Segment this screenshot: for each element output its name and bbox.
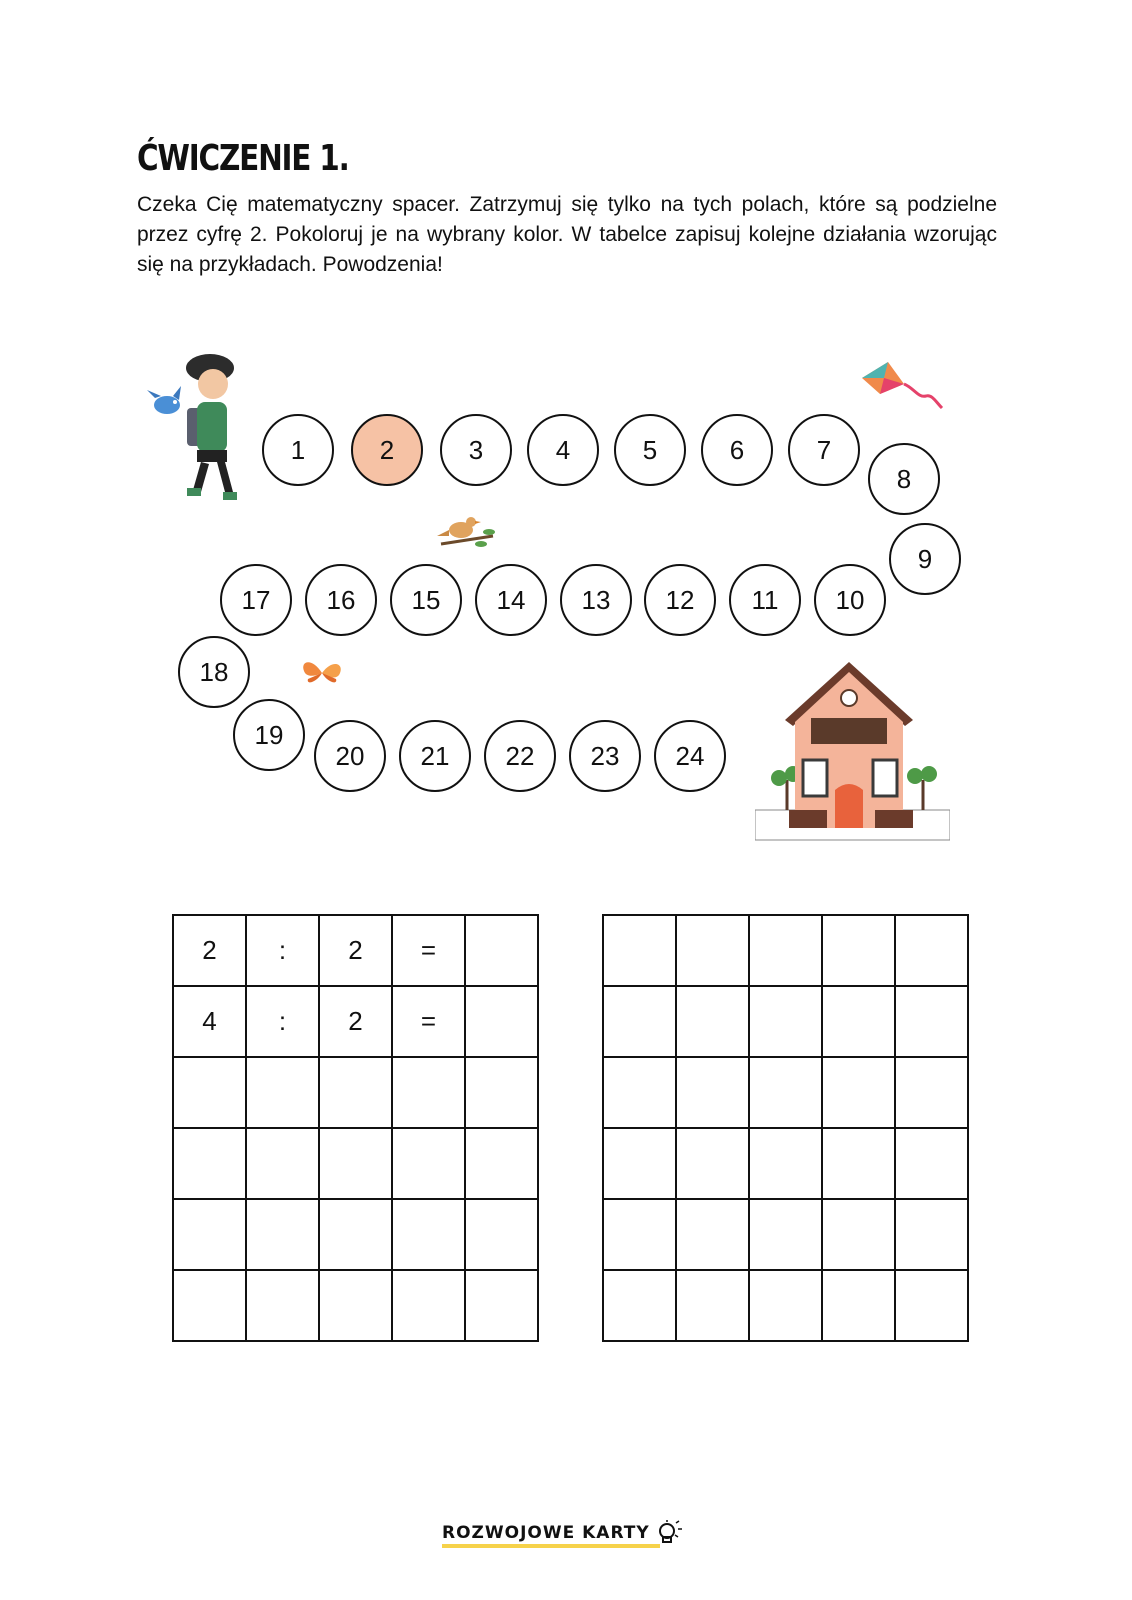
table-cell[interactable] bbox=[749, 1270, 822, 1341]
path-circle-13[interactable]: 13 bbox=[560, 564, 632, 636]
table-cell[interactable] bbox=[822, 1270, 895, 1341]
table-cell[interactable] bbox=[319, 1270, 392, 1341]
path-circle-4[interactable]: 4 bbox=[527, 414, 599, 486]
path-circle-22[interactable]: 22 bbox=[484, 720, 556, 792]
table-cell[interactable] bbox=[676, 986, 749, 1057]
path-circle-12[interactable]: 12 bbox=[644, 564, 716, 636]
butterfly-icon bbox=[298, 655, 346, 691]
table-cell[interactable] bbox=[392, 1128, 465, 1199]
table-cell[interactable] bbox=[465, 1270, 538, 1341]
path-circle-24[interactable]: 24 bbox=[654, 720, 726, 792]
brand-name: ROZWOJOWE KARTY bbox=[442, 1523, 650, 1543]
table-row bbox=[173, 1199, 538, 1270]
table-cell[interactable] bbox=[749, 986, 822, 1057]
table-cell[interactable] bbox=[603, 1057, 676, 1128]
table-row bbox=[603, 1199, 968, 1270]
path-circle-19[interactable]: 19 bbox=[233, 699, 305, 771]
table-cell[interactable] bbox=[246, 1128, 319, 1199]
table-cell[interactable] bbox=[392, 1199, 465, 1270]
table-cell[interactable] bbox=[319, 1199, 392, 1270]
table-cell[interactable] bbox=[319, 1128, 392, 1199]
table-row bbox=[603, 986, 968, 1057]
table-cell[interactable] bbox=[603, 1128, 676, 1199]
table-cell[interactable] bbox=[246, 1199, 319, 1270]
table-cell[interactable] bbox=[465, 915, 538, 986]
path-circle-1[interactable]: 1 bbox=[262, 414, 334, 486]
path-circle-2[interactable]: 2 bbox=[351, 414, 423, 486]
house-illustration bbox=[755, 660, 950, 845]
table-cell[interactable] bbox=[749, 1057, 822, 1128]
table-row bbox=[173, 1128, 538, 1199]
table-cell[interactable] bbox=[749, 1199, 822, 1270]
table-cell[interactable] bbox=[895, 1270, 968, 1341]
table-cell[interactable] bbox=[173, 1270, 246, 1341]
table-row bbox=[603, 1128, 968, 1199]
path-circle-6[interactable]: 6 bbox=[701, 414, 773, 486]
table-cell[interactable]: 2 bbox=[319, 986, 392, 1057]
brand-logo bbox=[442, 1520, 682, 1546]
table-row bbox=[173, 1057, 538, 1128]
path-circle-21[interactable]: 21 bbox=[399, 720, 471, 792]
table-cell[interactable]: = bbox=[392, 986, 465, 1057]
path-circle-18[interactable]: 18 bbox=[178, 636, 250, 708]
hiker-illustration bbox=[145, 350, 255, 510]
equation-table-left bbox=[172, 914, 539, 1342]
table-cell[interactable] bbox=[676, 1199, 749, 1270]
table-cell[interactable] bbox=[676, 1128, 749, 1199]
table-cell[interactable] bbox=[895, 1057, 968, 1128]
table-cell[interactable] bbox=[173, 1128, 246, 1199]
table-cell[interactable]: : bbox=[246, 915, 319, 986]
table-cell[interactable] bbox=[749, 1128, 822, 1199]
table-cell[interactable] bbox=[603, 915, 676, 986]
path-circle-8[interactable]: 8 bbox=[868, 443, 940, 515]
table-cell[interactable] bbox=[465, 1199, 538, 1270]
table-cell[interactable]: 4 bbox=[173, 986, 246, 1057]
equation-table-right bbox=[602, 914, 969, 1342]
path-circle-17[interactable]: 17 bbox=[220, 564, 292, 636]
table-cell[interactable]: 2 bbox=[319, 915, 392, 986]
table-cell[interactable] bbox=[173, 1199, 246, 1270]
path-circle-16[interactable]: 16 bbox=[305, 564, 377, 636]
table-cell[interactable] bbox=[465, 1057, 538, 1128]
table-row bbox=[603, 1057, 968, 1128]
table-cell[interactable] bbox=[822, 915, 895, 986]
table-cell[interactable] bbox=[676, 1270, 749, 1341]
path-circle-11[interactable]: 11 bbox=[729, 564, 801, 636]
table-cell[interactable]: : bbox=[246, 986, 319, 1057]
brand-underline bbox=[442, 1544, 660, 1548]
bird-on-branch-icon bbox=[435, 510, 497, 555]
table-cell[interactable] bbox=[749, 915, 822, 986]
exercise-instructions: Czeka Cię matematyczny spacer. Zatrzymuj się tylko na tych polach, które są podzielne przez cyfrę 2. Pokoloruj je na wybrany kolor. W tabelce zapisuj kolejne działania wzorując się na przykładach. Powodzenia! bbox=[137, 193, 997, 276]
table-cell[interactable] bbox=[676, 1057, 749, 1128]
path-circle-3[interactable]: 3 bbox=[440, 414, 512, 486]
table-cell[interactable] bbox=[465, 986, 538, 1057]
table-cell[interactable] bbox=[603, 1270, 676, 1341]
table-cell[interactable] bbox=[603, 986, 676, 1057]
path-circle-7[interactable]: 7 bbox=[788, 414, 860, 486]
bird-icon bbox=[147, 386, 181, 414]
kite-icon bbox=[860, 358, 950, 418]
table-cell[interactable] bbox=[465, 1128, 538, 1199]
table-row bbox=[173, 986, 538, 1057]
path-circle-20[interactable]: 20 bbox=[314, 720, 386, 792]
table-cell[interactable] bbox=[246, 1057, 319, 1128]
table-cell[interactable] bbox=[246, 1270, 319, 1341]
table-cell[interactable] bbox=[392, 1057, 465, 1128]
path-circle-10[interactable]: 10 bbox=[814, 564, 886, 636]
table-cell[interactable] bbox=[822, 986, 895, 1057]
path-circle-15[interactable]: 15 bbox=[390, 564, 462, 636]
table-cell[interactable] bbox=[895, 986, 968, 1057]
table-row bbox=[173, 915, 538, 986]
exercise-title: ĆWICZENIE 1. bbox=[137, 138, 349, 179]
table-cell[interactable] bbox=[895, 1128, 968, 1199]
table-cell[interactable] bbox=[603, 1199, 676, 1270]
path-circle-23[interactable]: 23 bbox=[569, 720, 641, 792]
table-row bbox=[603, 915, 968, 986]
table-cell[interactable] bbox=[822, 1199, 895, 1270]
table-cell[interactable]: = bbox=[392, 915, 465, 986]
table-cell[interactable] bbox=[895, 915, 968, 986]
table-cell[interactable] bbox=[173, 1057, 246, 1128]
table-row bbox=[603, 1270, 968, 1341]
table-cell[interactable] bbox=[319, 1057, 392, 1128]
table-cell[interactable] bbox=[676, 915, 749, 986]
table-cell[interactable]: 2 bbox=[173, 915, 246, 986]
path-circle-9[interactable]: 9 bbox=[889, 523, 961, 595]
table-cell[interactable] bbox=[822, 1057, 895, 1128]
path-circle-14[interactable]: 14 bbox=[475, 564, 547, 636]
table-row bbox=[173, 1270, 538, 1341]
path-circle-5[interactable]: 5 bbox=[614, 414, 686, 486]
table-cell[interactable] bbox=[392, 1270, 465, 1341]
table-cell[interactable] bbox=[895, 1199, 968, 1270]
table-cell[interactable] bbox=[822, 1128, 895, 1199]
lightbulb-icon bbox=[656, 1520, 682, 1546]
